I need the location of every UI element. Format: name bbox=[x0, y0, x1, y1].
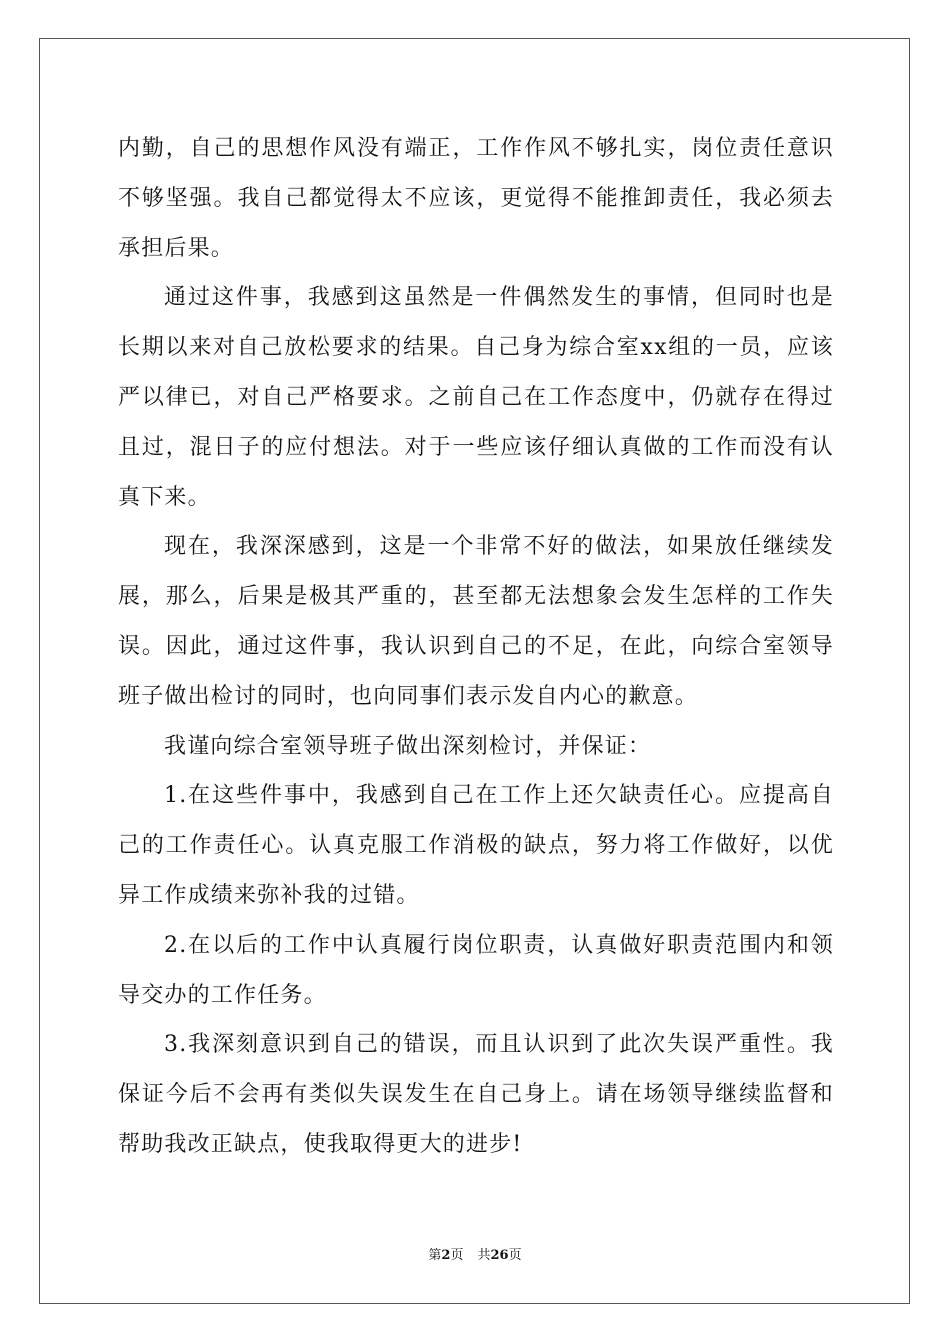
total-suffix: 页 bbox=[508, 1248, 522, 1263]
paragraph-7: 3.我深刻意识到自己的错误，而且认识到了此次失误严重性。我保证今后不会再有类似失误发生在自己身上。请在场领导继续监督和帮助我改正缺点，使我取得更大的进步! bbox=[118, 1032, 834, 1157]
page-suffix: 页 bbox=[450, 1248, 464, 1263]
page-number: 2 bbox=[441, 1248, 451, 1263]
paragraph-2: 通过这件事，我感到这虽然是一件偶然发生的事情，但同时也是长期以来对自己放松要求的结果。自己身为综合室xx组的一员，应该严以律已，对自己严格要求。之前自己在工作态度中，仍就存在得过且过，混日子的应付想法。对于一些应该仔细认真做的工作而没有认真下来。 bbox=[118, 285, 834, 510]
total-prefix: 共 bbox=[477, 1248, 491, 1263]
paragraph-6: 2.在以后的工作中认真履行岗位职责，认真做好职责范围内和领导交办的工作任务。 bbox=[118, 932, 834, 1008]
document-body bbox=[118, 124, 834, 1170]
paragraph-5: 1.在这些件事中，我感到自己在工作上还欠缺责任心。应提高自己的工作责任心。认真克服工作消极的缺点，努力将工作做好，以优异工作成绩来弥补我的过错。 bbox=[118, 783, 834, 908]
paragraph-1: 内勤，自己的思想作风没有端正，工作作风不够扎实，岗位责任意识不够坚强。我自己都觉得太不应该，更觉得不能推卸责任，我必须去承担后果。 bbox=[118, 136, 834, 261]
page-footer bbox=[0, 1246, 950, 1266]
total-pages: 26 bbox=[490, 1248, 509, 1263]
paragraph-3: 现在，我深深感到，这是一个非常不好的做法，如果放任继续发展，那么，后果是极其严重的，甚至都无法想象会发生怎样的工作失误。因此，通过这件事，我认识到自己的不足，在此，向综合室领导班子做出检讨的同时，也向同事们表示发自内心的歉意。 bbox=[118, 534, 834, 709]
page-prefix: 第 bbox=[428, 1248, 442, 1263]
paragraph-4: 我谨向综合室领导班子做出深刻检讨，并保证： bbox=[164, 733, 652, 759]
